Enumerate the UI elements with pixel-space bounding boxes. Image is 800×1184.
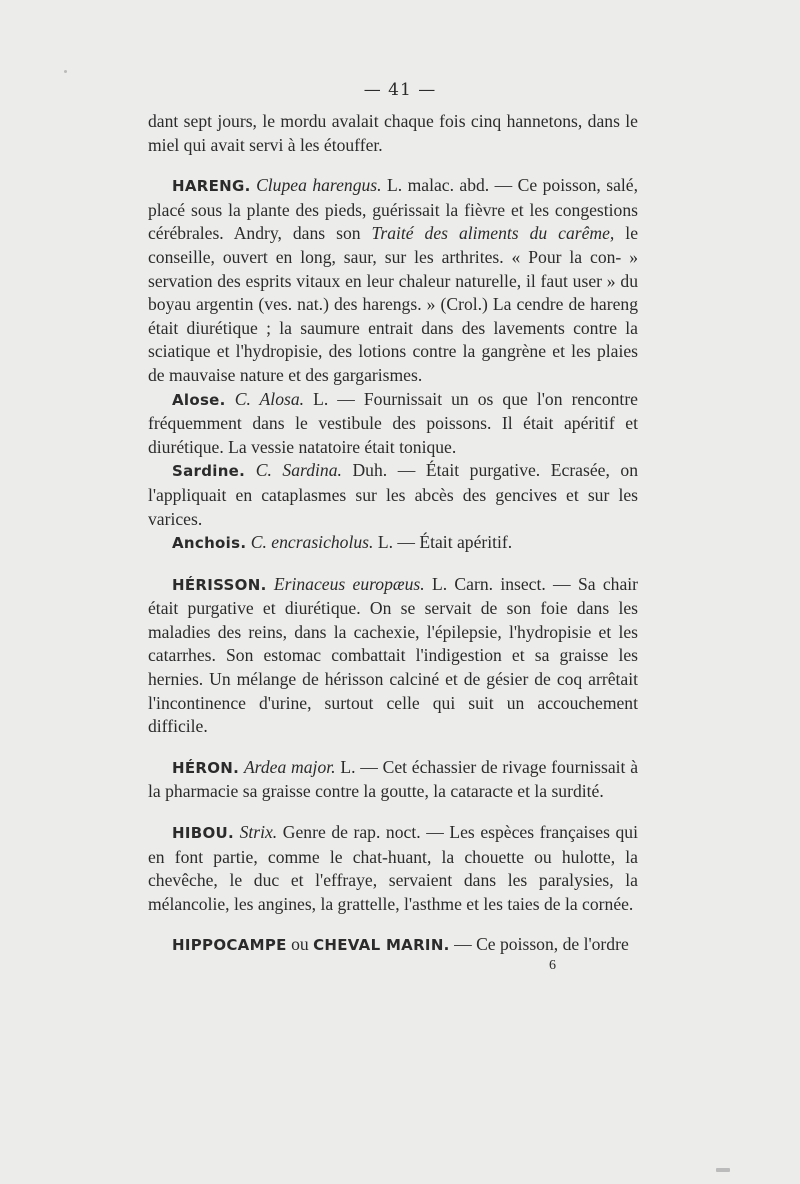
paper-speck [716, 1168, 730, 1172]
headword: Anchois. [172, 534, 247, 553]
headword: Alose. [172, 390, 226, 409]
entry-anchois: Anchois. C. encrasicholus. L. — Était apéritif. [172, 532, 513, 553]
headword: HÉRON. [172, 758, 240, 777]
headword: HÉRISSON. [172, 575, 267, 594]
entry-hippocampe: HIPPOCAMPE ou CHEVAL MARIN. — Ce poisson, de l'ordre [172, 934, 629, 955]
entry-hareng: HARENG. Clupea harengus. L. malac. abd. — Ce poisson, salé, placé sous la plante des pieds, guérissait la fièvre et les congestions cérébrales. Andry, dans son Traité des aliments du carême, le conseille, ouvert en long, saur, sur les arthrites. « Pour la con- » servation des esprits vitaux en leur chaleur naturelle, il faut user » du boyau argentin (ves. nat.) des harengs. » (Crol.) La cendre de hareng était diurétique ; la saumure entrait dans des lavements contre la sciatique et l'hydropisie, des lotions contre la gangrène et les plaies de mauvaise nature et des gargarismes. [148, 175, 639, 385]
scientific-name: C. Sardina. [255, 460, 342, 481]
scientific-name: Erinaceus europæus. [273, 573, 425, 594]
headword: Sardine. [172, 462, 246, 481]
scientific-name: Strix. [239, 822, 278, 843]
signature-mark: 6 [549, 958, 556, 973]
continuation-paragraph: dant sept jours, le mordu avalait chaque fois cinq hannetons, dans le miel qui avait servi à les étouffer. [148, 111, 638, 155]
scientific-name: Ardea major. [243, 756, 336, 777]
paper-speck [64, 70, 67, 73]
headword: HIBOU. [172, 824, 234, 843]
page-number: — 41 — [363, 80, 437, 100]
headword: HIPPOCAMPE [172, 936, 287, 955]
scientific-name: Clupea harengus. [256, 175, 382, 196]
text-block [148, 110, 638, 958]
headword-alt: CHEVAL MARIN. [313, 936, 450, 955]
entry-sardine: Sardine. C. Sardina. Duh. — Était purgative. Ecrasée, on l'appliquait en cataplasmes sur les abcès des gencives et sur les varices. [148, 460, 639, 529]
entry-herisson: HÉRISSON. Erinaceus europæus. L. Carn. insect. — Sa chair était purgative et diurétique. On se servait de son foie dans les maladies des reins, dans la cachexie, l'épilepsie, l'hydropisie et les catarrhes. Son estomac combattait l'indigestion et sa graisse les hernies. Un mélange de hérisson calciné et de gésier de coq arrêtait l'incontinence d'urine, surtout celle qui suit un accouchement difficile. [148, 573, 638, 737]
entry-hibou: HIBOU. Strix. Genre de rap. noct. — Les espèces françaises qui en font partie, comme le chat-huant, la chouette ou hulotte, la chevêche, le duc et l'effraye, servaient dans les paralysies, la mélancolie, les angines, la grattelle, l'asthme et les taies de la cornée. [148, 822, 638, 914]
book-title: Traité des aliments du carême, [371, 223, 615, 244]
scientific-name: C. Alosa. [234, 388, 305, 409]
entry-alose: Alose. C. Alosa. L. — Fournissait un os que l'on rencontre fréquemment dans le vestibule des poissons. Il était apéritif et diurétique. La vessie natatoire était tonique. [148, 388, 638, 457]
entry-heron: HÉRON. Ardea major. L. — Cet échassier de rivage fournissait à la pharmacie sa graisse contre la goutte, la cataracte et la surdité. [148, 756, 639, 802]
scientific-name: C. encrasicholus. [250, 532, 374, 553]
headword: HARENG. [172, 177, 251, 196]
